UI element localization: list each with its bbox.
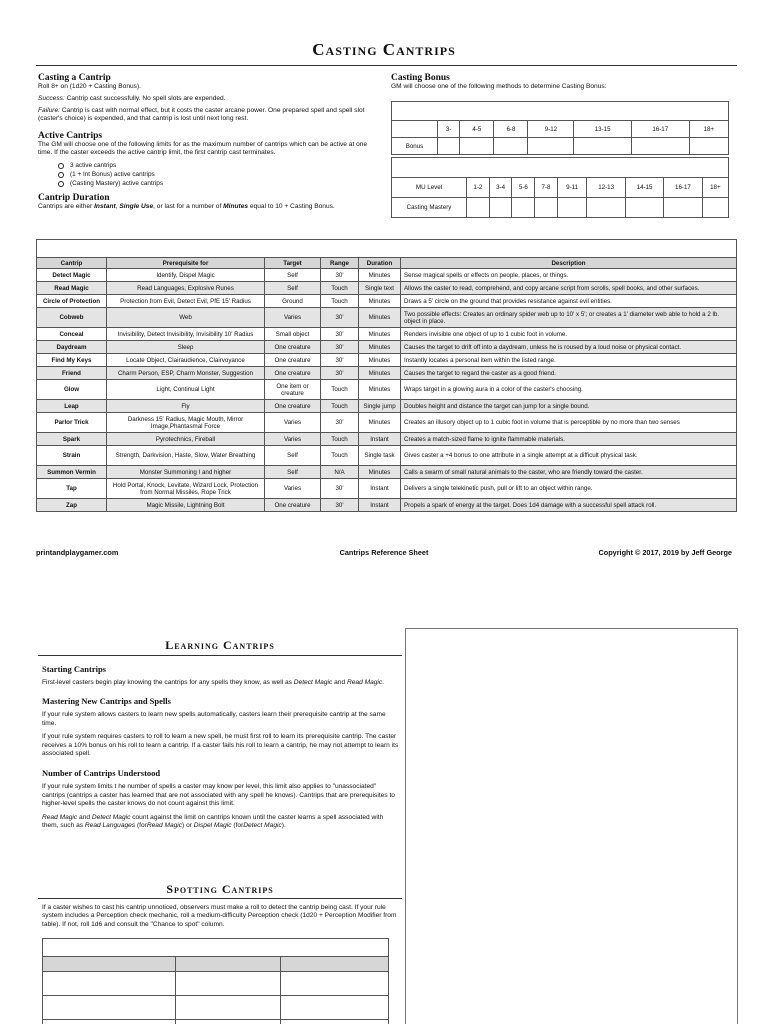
cantrip-duration: Instant: [359, 499, 401, 512]
single-use-term: Single Use: [119, 203, 154, 211]
cantrip-duration: Minutes: [359, 413, 401, 433]
cantrip-name: Find My Keys: [37, 354, 107, 367]
cantrip-target: Self: [265, 282, 321, 295]
mastery-first-header: MU Level: [392, 178, 467, 198]
spot-header: [43, 957, 176, 972]
cantrip-prereq: Read Languages, Explosive Runes: [107, 282, 265, 295]
cantrip-name: Strain: [37, 446, 107, 466]
table-row: [37, 433, 737, 446]
active-option[interactable]: (Casting Mastery) active cantrips: [58, 179, 383, 188]
spot-cell[interactable]: [43, 1020, 176, 1024]
mastery-cell[interactable]: [702, 198, 728, 218]
cantrip-prereq: Strength, Darkvision, Haste, Slow, Water Breathing: [107, 446, 265, 466]
failure-text: Cantrip is cast with normal effect, but it costs the caster arcane power. One prepared spell and spell slot (caster's choice) is expended, and that cantrip is lost until next long rest.: [38, 106, 365, 123]
page-title: Casting Cantrips: [312, 40, 456, 59]
spot-cell[interactable]: [43, 996, 176, 1020]
cantrip-range: Touch: [321, 282, 359, 295]
bonus-cell[interactable]: [460, 138, 494, 155]
cantrip-target: One creature: [265, 341, 321, 354]
cantrip-description: Draws a 5' circle on the ground that provides resistance against evil entities.: [401, 295, 737, 308]
cantrip-prereq: Identify, Dispel Magic: [107, 269, 265, 282]
bonus-cell[interactable]: [574, 138, 632, 155]
casting-roll: Roll 8+ on (1d20 + Casting Bonus).: [38, 83, 141, 90]
instant-term: Instant: [94, 203, 116, 211]
table-row: [37, 328, 737, 341]
title-rule: [36, 65, 737, 66]
cantrip-prereq: Sleep: [107, 341, 265, 354]
bonus-col-header: 13-15: [574, 121, 632, 138]
cantrip-name: Parlor Trick: [37, 413, 107, 433]
cantrip-range: Touch: [321, 446, 359, 466]
success-text: Cantrip cast successfully. No spell slots are expended.: [66, 95, 226, 103]
cantrip-target: One item or creature: [265, 380, 321, 400]
bonus-cell[interactable]: [528, 138, 574, 155]
cantrip-prereq: Web: [107, 308, 265, 328]
col-header: Range: [321, 258, 359, 269]
table-row: [37, 354, 737, 367]
cantrip-duration: Single task: [359, 446, 401, 466]
col-header: Cantrip: [37, 258, 107, 269]
active-option[interactable]: (1 + Int Bonus) active cantrips: [58, 170, 383, 179]
spot-cell[interactable]: [281, 972, 389, 996]
mastery-col-header: 7-8: [535, 178, 558, 198]
cantrip-target: Self: [265, 446, 321, 466]
cantrip-duration: Minutes: [359, 354, 401, 367]
table-row: [37, 282, 737, 295]
active-text: The GM will choose one of the following limits for as the maximum number of cantrips which can be active at one time. If the caster exceeds the active cantrip limit, the first cantrip cast terminates.: [38, 140, 368, 157]
cantrip-description: Creates an illusory object up to 1 cubic foot in volume that is perceptible by no more than two senses: [401, 413, 737, 433]
mastering-heading: Mastering New Cantrips and Spells: [42, 696, 171, 707]
bonus-cell[interactable]: [689, 138, 728, 155]
mastery-cell[interactable]: [535, 198, 558, 218]
casting-section: [38, 73, 383, 212]
table-row: [37, 308, 737, 328]
cantrip-target: One creature: [265, 367, 321, 380]
cantrip-range: 30': [321, 269, 359, 282]
cantrip-duration: Minutes: [359, 295, 401, 308]
learning-section: [42, 664, 400, 830]
cantrip-prereq: Protection from Evil, Detect Evil, PfE 15' Radius: [107, 295, 265, 308]
cantrip-range: N/A: [321, 466, 359, 479]
table-row: [37, 413, 737, 433]
bonus-col-header: 16-17: [631, 121, 689, 138]
mastery-table: [391, 157, 729, 218]
table-row: [37, 269, 737, 282]
table-row: [37, 341, 737, 354]
mastery-col-header: 12-13: [587, 178, 625, 198]
cantrip-target: Varies: [265, 413, 321, 433]
table-row: [37, 446, 737, 466]
bonus-col-header: 18+: [689, 121, 728, 138]
cantrip-range: 30': [321, 499, 359, 512]
cantrip-name: Detect Magic: [37, 269, 107, 282]
radio-icon: [58, 181, 64, 187]
cantrip-description: Instantly locates a personal item within the listed range.: [401, 354, 737, 367]
cantrip-target: Ground: [265, 295, 321, 308]
mastering-p2: If your rule system requires casters to roll to learn a new spell, he must first roll to learn its prerequisite cantrip. The caster receives a 10% bonus on his roll to learn a cantrip. If a caster fails his roll to learn a cantrip, he may not attempt to learn its associated spell.: [42, 733, 399, 758]
failure-line: [38, 107, 383, 124]
cantrip-range: 30': [321, 413, 359, 433]
col-header: Prerequisite for: [107, 258, 265, 269]
cantrip-target: One creature: [265, 354, 321, 367]
active-option[interactable]: 3 active cantrips: [58, 161, 383, 170]
cantrip-prereq: Fly: [107, 400, 265, 413]
bonus-text: GM will choose one of the following methods to determine Casting Bonus:: [391, 83, 607, 90]
cantrip-description: Causes the target to drift off into a daydream, unless he is roused by a loud noise or physical contact.: [401, 341, 737, 354]
cantrip-target: Small object: [265, 328, 321, 341]
cantrip-range: Touch: [321, 295, 359, 308]
number-heading: Number of Cantrips Understood: [42, 768, 161, 779]
mastering-p1: If your rule system allows casters to learn new spells automatically, casters learn their prerequisite cantrip at the same time.: [42, 711, 386, 727]
mastery-col-header: 1-2: [467, 178, 490, 198]
cantrip-duration: Single jump: [359, 400, 401, 413]
cantrip-duration: Minutes: [359, 341, 401, 354]
bonus-table: [391, 101, 729, 155]
cantrip-range: Touch: [321, 433, 359, 446]
cantrip-prereq: Invisibility, Detect Invisibility, Invisibility 10' Radius: [107, 328, 265, 341]
bonus-col-header: 9-12: [528, 121, 574, 138]
cantrip-duration: Instant: [359, 479, 401, 499]
cantrip-range: Touch: [321, 380, 359, 400]
right-panel: [405, 628, 738, 1024]
bonus-heading: Casting Bonus: [391, 73, 450, 83]
cantrip-description: Delivers a single telekinetic push, pull or lift to an object within range.: [401, 479, 737, 499]
cantrip-description: Wraps target in a glowing aura in a color of the caster's choosing.: [401, 380, 737, 400]
table-row: [37, 499, 737, 512]
mastery-cell[interactable]: [587, 198, 625, 218]
spot-cell[interactable]: [176, 996, 281, 1020]
casting-heading: Casting a Cantrip: [38, 73, 111, 83]
cantrip-description: Renders invisible one object of up to 1 cubic foot in volume.: [401, 328, 737, 341]
cantrip-description: Causes the target to regard the caster as a good friend.: [401, 367, 737, 380]
table-row: [37, 367, 737, 380]
cantrip-range: 30': [321, 328, 359, 341]
mastery-col-header: 16-17: [664, 178, 702, 198]
failure-label: Failure:: [38, 106, 60, 114]
mastery-cell[interactable]: [664, 198, 702, 218]
table-row: [37, 380, 737, 400]
cantrip-description: Allows the caster to read, comprehend, and copy arcane script from scrolls, spell books, and other surfaces.: [401, 282, 737, 295]
cantrip-range: 30': [321, 308, 359, 328]
cantrip-name: Circle of Protection: [37, 295, 107, 308]
cantrip-duration: Minutes: [359, 269, 401, 282]
bonus-row-label: Bonus: [392, 138, 438, 155]
bonus-col-header: 3-: [438, 121, 460, 138]
cantrip-description: Creates a match-sized flame to ignite flammable materials.: [401, 433, 737, 446]
mastery-cell[interactable]: [489, 198, 512, 218]
cantrip-prereq: Pyrotechnics, Fireball: [107, 433, 265, 446]
cantrip-name: Daydream: [37, 341, 107, 354]
cantrip-target: Self: [265, 269, 321, 282]
starting-heading: Starting Cantrips: [42, 664, 106, 674]
learning-title: Learning Cantrips: [165, 638, 275, 652]
active-heading: Active Cantrips: [38, 130, 103, 141]
spot-header: [281, 957, 389, 972]
spotting-title: Spotting Cantrips: [166, 882, 274, 896]
cantrip-duration: Minutes: [359, 466, 401, 479]
cantrip-description: Propels a spark of energy at the target. Does 1d4 damage with a successful spell attack roll.: [401, 499, 737, 512]
spot-cell[interactable]: [281, 1020, 389, 1024]
cantrip-range: Touch: [321, 400, 359, 413]
cantrip-name: Summon Vermin: [37, 466, 107, 479]
spot-table: [42, 938, 389, 1024]
table-row: [37, 479, 737, 499]
cantrip-name: Read Magic: [37, 282, 107, 295]
duration-text: Cantrips are either Instant, Single Use, or last for a number of Minutes equal to 10 + Casting Bonus.: [38, 203, 335, 211]
cantrip-range: 30': [321, 341, 359, 354]
radio-icon: [58, 163, 64, 169]
cantrip-description: Two possible effects: Creates an ordinary spider web up to 10' x 5'; or creates a 1' diameter web able to hold a 2 lb. object in place.: [401, 308, 737, 328]
col-header: Target: [265, 258, 321, 269]
mastery-col-header: 5-6: [512, 178, 535, 198]
mastery-row-label: Casting Mastery: [392, 198, 467, 218]
active-options: [38, 161, 383, 188]
cantrip-duration: Single text: [359, 282, 401, 295]
spot-cell[interactable]: [281, 996, 389, 1020]
mastery-cell[interactable]: [512, 198, 535, 218]
cantrip-prereq: Magic Missile, Lightning Bolt: [107, 499, 265, 512]
bonus-section: [391, 73, 731, 91]
cantrip-target: Self: [265, 466, 321, 479]
table-row: [37, 400, 737, 413]
mastery-col-header: 3-4: [489, 178, 512, 198]
cantrip-range: 30': [321, 367, 359, 380]
cantrip-duration: Minutes: [359, 308, 401, 328]
cantrip-duration: Minutes: [359, 328, 401, 341]
spot-cell[interactable]: [176, 972, 281, 996]
cantrip-name: Spark: [37, 433, 107, 446]
col-header: Description: [401, 258, 737, 269]
cantrip-name: Glow: [37, 380, 107, 400]
cantrip-name: Friend: [37, 367, 107, 380]
table-row: [37, 466, 737, 479]
mastery-col-header: 9-11: [557, 178, 587, 198]
col-header: Duration: [359, 258, 401, 269]
cantrip-target: One creature: [265, 499, 321, 512]
bonus-cell[interactable]: [494, 138, 528, 155]
cantrip-target: Varies: [265, 308, 321, 328]
bonus-cell[interactable]: [631, 138, 689, 155]
mastery-cell[interactable]: [625, 198, 663, 218]
cantrip-duration: Instant: [359, 433, 401, 446]
spotting-text: If a caster wishes to cast his cantrip unnoticed, observers must make a roll to detect the cantrip being cast. If your rule system includes a Perception check mechanic, roll a medium-difficulty Perception check (1d20 + Perception Modifier from table). If not, roll 1d6 and consult the "Chance to spot" column.: [42, 904, 397, 928]
radio-icon: [58, 172, 64, 178]
cantrip-prereq: Charm Person, ESP, Charm Monster, Suggestion: [107, 367, 265, 380]
cantrip-description: Doubles height and distance the target can jump for a single bound.: [401, 400, 737, 413]
cantrip-name: Conceal: [37, 328, 107, 341]
bonus-cell[interactable]: [438, 138, 460, 155]
spotting-rule: [38, 898, 402, 899]
cantrip-prereq: Darkness 15' Radius, Magic Mouth, Mirror Image,Phantasmal Force: [107, 413, 265, 433]
mastery-cell[interactable]: [467, 198, 490, 218]
cantrip-range: 30': [321, 354, 359, 367]
cantrip-prereq: Monster Summoning I and higher: [107, 466, 265, 479]
number-p2: Read Magic and Detect Magic count against the limit on cantrips known until the caster learns a spell associated with them, such as Read Languages (forRead Magic) or Dispel Magic (forDetect Magic).: [42, 813, 384, 830]
cantrip-target: Varies: [265, 479, 321, 499]
cantrip-duration: Minutes: [359, 367, 401, 380]
bonus-col-header: 4-5: [460, 121, 494, 138]
bonus-col-header: 6-8: [494, 121, 528, 138]
cantrip-prereq: Hold Portal, Knock, Levitate, Wizard Lock, Protection from Normal Missiles, Rope Trick: [107, 479, 265, 499]
footer-right: Copyright © 2017, 2019 by Jeff George: [598, 548, 732, 557]
cantrip-prereq: Locate Object, Clairaudience, Clairvoyance: [107, 354, 265, 367]
mastery-cell[interactable]: [557, 198, 587, 218]
spot-header: [176, 957, 281, 972]
cantrip-name: Leap: [37, 400, 107, 413]
learning-rule: [38, 655, 402, 656]
spot-cell[interactable]: [176, 1020, 281, 1024]
number-p1: If your rule system limits t he number of spells a caster may know per level, this limit also applies to "unassociated" cantrips (cantrips a caster has learned that are not associated with any spell he knows). Cantrips that are prerequisites to higher-level spells the caster knows do not count against this limit.: [42, 783, 395, 808]
cantrip-table: [36, 239, 737, 512]
table-row: [37, 295, 737, 308]
spot-cell[interactable]: [43, 972, 176, 996]
cantrip-description: Calls a swarm of small natural animals to the caster, who are friendly toward the caster.: [401, 466, 737, 479]
mastery-col-header: 18+: [702, 178, 728, 198]
cantrip-target: Varies: [265, 433, 321, 446]
cantrip-name: Tap: [37, 479, 107, 499]
minutes-term: Minutes: [223, 203, 249, 211]
cantrip-name: Zap: [37, 499, 107, 512]
duration-heading: Cantrip Duration: [38, 193, 110, 204]
success-line: [38, 95, 383, 103]
starting-text: First-level casters begin play knowing the cantrips for any spells they know, as well as Detect Magic and Read Magic.: [42, 679, 385, 686]
cantrip-name: Cobweb: [37, 308, 107, 328]
cantrip-description: Gives caster a +4 bonus to one attribute in a single attempt at a difficult physical task.: [401, 446, 737, 466]
footer-left: printandplaygamer.com: [36, 548, 119, 557]
cantrip-target: One creature: [265, 400, 321, 413]
cantrip-description: Sense magical spells or effects on people, places, or things.: [401, 269, 737, 282]
cantrip-duration: Minutes: [359, 380, 401, 400]
cantrip-range: 30': [321, 479, 359, 499]
cantrip-prereq: Light, Continual Light: [107, 380, 265, 400]
footer-center: Cantrips Reference Sheet: [339, 548, 429, 557]
success-label: Success:: [38, 95, 65, 103]
mastery-col-header: 14-15: [625, 178, 663, 198]
